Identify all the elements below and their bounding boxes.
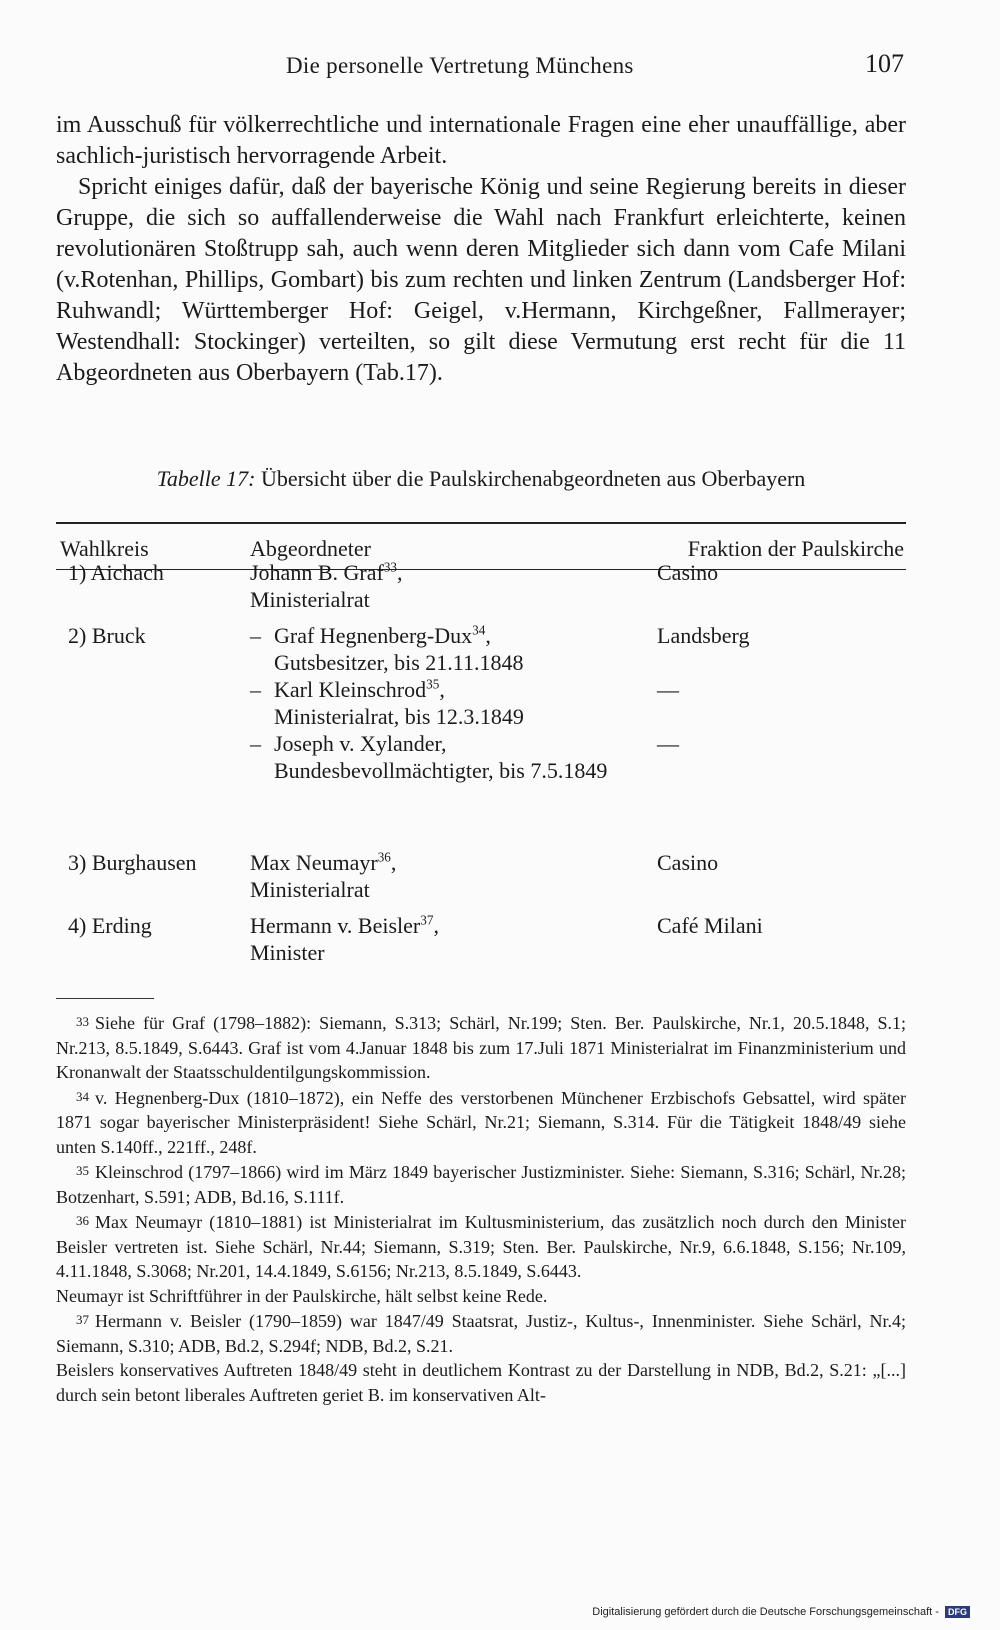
dash-marker: – [250,677,261,702]
deputy-name: Joseph v. Xylander [274,731,441,756]
fraktion-cell: — [657,677,679,702]
deputy-name: Graf Hegnenberg-Dux [274,623,473,648]
page-number: 107 [865,49,904,78]
deputy-cell: Max Neumayr$^{36}$, Ministerialrat [250,849,630,903]
deputy-role: Ministerialrat [250,587,370,612]
footnote-37-continuation: Beislers konservatives Auftreten 1848/49 steht in deutlichem Kontrast zu der Darstellung in NDB, Bd.2, S.21: „[...] durch sein betont liberales Auftreten geriet B. im konservativen Alt- [56,1360,906,1405]
footnote-text: Siehe für Graf (1798–1882): Siemann, S.313; Schärl, Nr.199; Sten. Ber. Paulskirche, Nr.1, 20.5.1848, S.1; Nr.213, 8.5.1849, S.6443. Graf ist vom 4.Januar 1848 bis zum 17.Juli 1871 Ministerialrat im Finanzministerium und Kronanwalt der Staatsschuldentilgungskommission. [56,1013,906,1082]
deputy-role: Ministerialrat, bis 12.3.1849 [274,704,524,729]
deputy-name: Max Neumayr [250,850,378,875]
fraktion-cell: Casino [657,850,719,875]
table-caption [56,465,906,493]
deputy-name: Hermann v. Beisler [250,913,421,938]
deputy-name: Johann B. Graf [250,560,384,585]
deputy-cell [250,622,630,784]
footnote-ref: 35 [426,676,440,692]
dash-marker: – [250,731,261,756]
dash-marker: – [250,623,261,648]
wahlkreis-cell: 1) Aichach [68,560,164,585]
footnote-number: 37 [76,1312,89,1327]
deputy-cell: Hermann v. Beisler$^{37}$, Minister [250,912,630,966]
dfg-logo: DFG [945,1606,970,1618]
deputy-name: Karl Kleinschrod [274,677,427,702]
table-caption-label: Tabelle 17: [156,466,256,491]
deputy-entry: – Graf Hegnenberg-Dux$^{34}$, Gutsbesitzer, bis 21.11.1848 [250,622,630,676]
footnote-text: Max Neumayr (1810–1881) ist Ministerialrat im Kultusministerium, das zusätzlich noch durch den Minister Beisler vertreten ist. Siehe Schärl, Nr.44; Siemann, S.319; Sten. Ber. Paulskirche, Nr.9, 6.6.1848, S.156; Nr.109, 4.11.1848, S.3068; Nr.201, 14.4.1849, S.6156; Nr.213, 8.5.1849, S.6443. [56,1212,906,1281]
footnote-text: Hermann v. Beisler (1790–1859) war 1847/49 Staatsrat, Justiz-, Kultus-, Innenminister. Siehe Schärl, Nr.4; Siemann, S.310; ADB, Bd.2, S.294f; NDB, Bd.2, S.21. [56,1311,906,1356]
table-header-abgeordneter: Abgeordneter [250,536,371,561]
footnote-35 [56,1159,906,1209]
fraktion-cell: Casino [657,560,719,585]
table-top-rule [56,522,906,524]
fraktion-cell: Café Milani [657,913,763,938]
footnote-separator [56,998,154,999]
wahlkreis-cell: 4) Erding [68,913,152,938]
deputy-entry: – Karl Kleinschrod$^{35}$, Ministerialrat, bis 12.3.1849 [250,676,630,730]
wahlkreis-cell: 3) Burghausen [68,850,197,875]
wahlkreis-cell: 2) Bruck [68,623,146,648]
footnote-37 [56,1308,906,1358]
footnote-34 [56,1085,906,1160]
footnote-text: Kleinschrod (1797–1866) wird im März 1849 bayerischer Justizminister. Siehe: Siemann, S.316; Schärl, Nr.28; Botzenhart, S.591; ADB, Bd.16, S.111f. [56,1162,906,1207]
footnote-number: 36 [76,1213,89,1228]
digitization-credit [592,1606,970,1618]
footnote-text: v. Hegnenberg-Dux (1810–1872), ein Neffe des verstorbenen Münchener Erzbischofs Gebsattel, wird später 1871 sogar bayerischer Ministerpräsident! Siehe Schärl, Nr.21; Siemann, S.314. Für die Tätigkeit 1848/49 siehe unten S.140ff., 221ff., 248f. [56,1087,906,1157]
table-caption-text: Übersicht über die Paulskirchenabgeordneten aus Oberbayern [261,466,806,491]
footnotes [56,1010,906,1407]
deputy-cell: Johann B. Graf$^{33}$, Ministerialrat [250,559,630,613]
fraktion-cell: — [657,731,679,756]
footnote-36 [56,1209,906,1284]
deputy-role: Bundesbevollmächtigter, bis 7.5.1849 [274,758,608,783]
table-header-wahlkreis: Wahlkreis [60,536,149,561]
deputy-role: Gutsbesitzer, bis 21.11.1848 [274,650,524,675]
footnote-33 [56,1010,906,1085]
credit-text: Digitalisierung gefördert durch die Deutsche Forschungsgemeinschaft - [592,1606,939,1618]
table-header-fraktion: Fraktion der Paulskirche [687,536,904,561]
footnote-ref: 37 [420,912,434,928]
footnote-number: 33 [76,1014,89,1029]
footnote-ref: 33 [383,559,397,575]
paragraph-2: Spricht einiges dafür, daß der bayerische König und seine Regierung bereits in dieser Gruppe, die sich so auffallenderweise die Wahl nach Frankfurt erleichterte, keinen revolutionären Stoßtrupp sah, auch wenn deren Mitglieder sich dann vom Cafe Milani (v.Rotenhan, Phillips, Gombart) bis zum rechten und linken Zentrum (Landsberger Hof: Ruhwandl; Württemberger Hof: Geigel, v.Hermann, Kirchgeßner, Fallmerayer; Westendhall: Stockinger) verteilten, so gilt diese Vermutung erst recht für die 11 Abgeordneten aus Oberbayern (Tab.17). [56,174,906,386]
body-text [56,110,906,389]
deputy-entry: – Joseph v. Xylander, Bundesbevollmächtigter, bis 7.5.1849 [250,730,630,784]
running-title: Die personelle Vertretung Münchens [286,53,634,78]
footnote-ref: 36 [377,849,391,865]
paragraph-1: im Ausschuß für völkerrechtliche und internationale Fragen eine eher unauffällige, aber sachlich-juristisch hervorragende Arbeit. [56,112,906,169]
deputy-role: Minister [250,940,325,965]
deputy-role: Ministerialrat [250,877,370,902]
footnote-36-continuation: Neumayr ist Schriftführer in der Paulskirche, hält selbst keine Rede. [56,1285,548,1306]
footnote-ref: 34 [472,622,486,638]
footnote-number: 34 [76,1088,89,1104]
footnote-number: 35 [76,1163,89,1178]
fraktion-cell: Landsberg [657,623,750,648]
